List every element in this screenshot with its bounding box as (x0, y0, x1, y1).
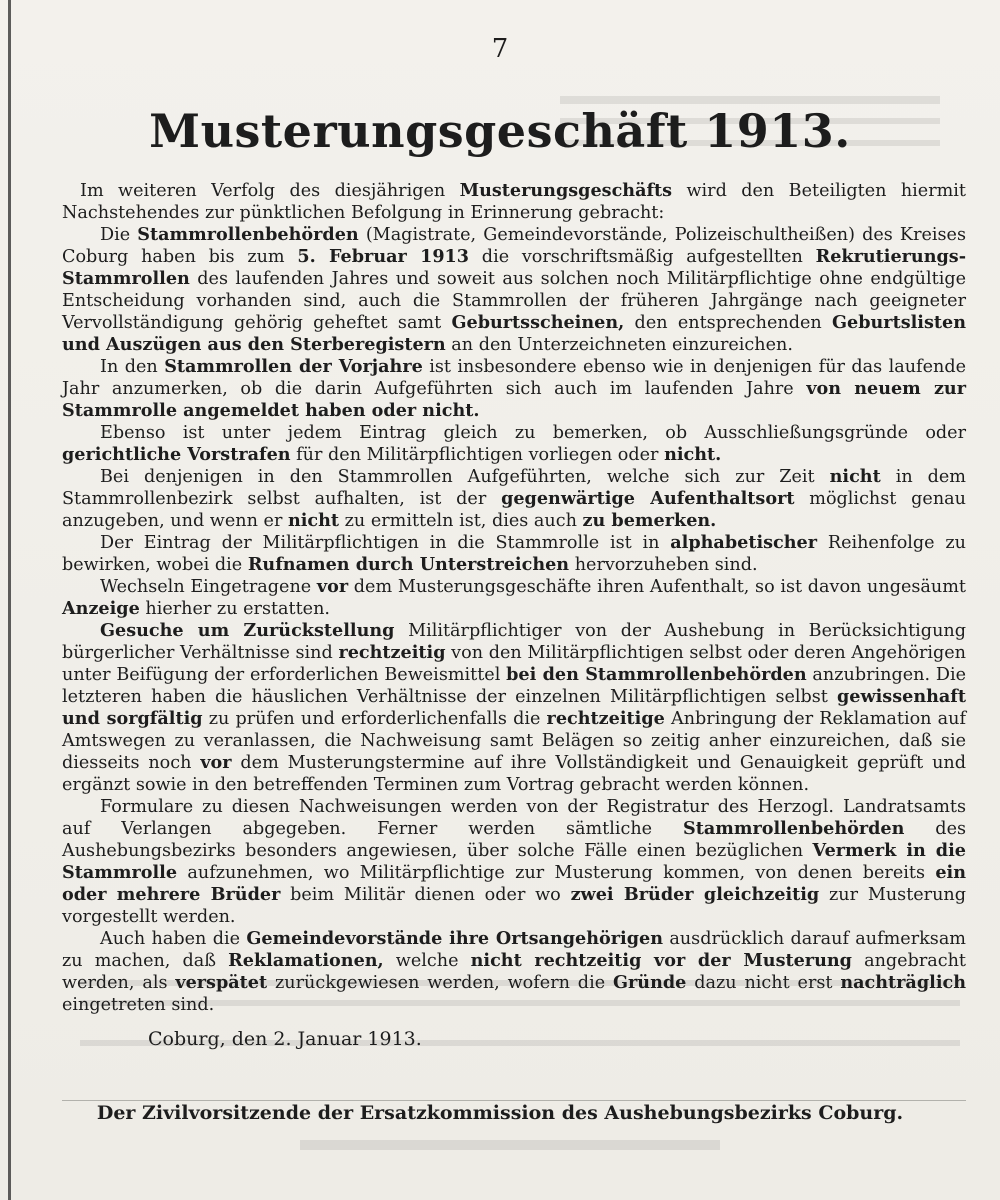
paragraph-intro (62, 180, 966, 224)
paragraph-formulare (62, 796, 966, 928)
text-run: dem Musterungsgeschäfte ihren Aufenthalt, so ist davon ungesäumt (348, 577, 966, 597)
text-run: Auch haben die (100, 929, 247, 949)
emphasis: Anzeige (62, 598, 140, 619)
text-run: (Magistrate, Gemeindevorstände, Polizeischultheißen) des Kreises Coburg haben bis zum (62, 225, 966, 267)
text-run: beim Militär dienen oder wo (280, 885, 571, 905)
text-run: zurückgewiesen werden, wofern die (267, 973, 613, 993)
emphasis: nicht. (664, 444, 722, 465)
text-run: In den (100, 357, 165, 377)
emphasis: Vermerk in die Stammrolle (62, 840, 966, 883)
divider (62, 1100, 966, 1101)
text-run: ausdrücklich darauf aufmerksam zu machen, daß (62, 929, 966, 971)
text-run: in dem Stammrollenbezirk selbst aufhalten, ist der (62, 467, 966, 509)
text-run: hervorzuheben sind. (569, 555, 758, 575)
text-run: die vorschriftsmäßig aufgestellten (469, 247, 816, 267)
emphasis: rechtzeitig (338, 642, 446, 663)
emphasis: Geburtsscheinen, (451, 312, 625, 333)
text-run: von den Militärpflichtigen selbst oder deren Angehörigen unter Beifügung der erforderlichen Beweismittel (62, 643, 966, 685)
text-run: wird den Beteiligten hiermit Nachstehendes zur pünktlichen Befolgung in Erinnerung gebracht: (62, 181, 966, 223)
text-run: möglichst genau anzugeben, und wenn er (62, 489, 966, 531)
signature: Der Zivilvorsitzende der Ersatzkommission des Aushebungsbezirks Coburg. (96, 1102, 904, 1124)
emphasis: ein oder mehrere Brüder (62, 862, 966, 905)
emphasis: Stammrollenbehörden (683, 818, 905, 839)
paragraph-vorjahre (62, 356, 966, 422)
text-run: dem Musterungstermine auf ihre Vollständigkeit und Genauigkeit geprüft und ergänzt sowie in den betreffenden Terminen zum Vortrag gebracht werden können. (62, 753, 966, 795)
paragraph-stammrollen (62, 224, 966, 356)
emphasis: rechtzeitige (546, 708, 665, 729)
emphasis: nachträglich (840, 972, 967, 993)
emphasis: Gesuche um Zurückstellung (100, 620, 395, 641)
text-run: Die (100, 225, 138, 245)
text-run: zu ermitteln ist, dies auch (339, 511, 583, 531)
emphasis: vor (316, 576, 349, 597)
text-run: anzubringen. Die letzteren haben die häuslichen Verhältnisse der einzelnen Militärpflichtigen selbst (62, 665, 966, 707)
body-text (62, 180, 966, 1016)
text-run: Im weiteren Verfolg des diesjährigen (80, 181, 460, 201)
emphasis: zwei Brüder gleichzeitig (570, 884, 820, 905)
emphasis: gewissenhaft und sorgfältig (62, 686, 966, 729)
emphasis: nicht (287, 510, 340, 531)
page-number: 7 (491, 34, 509, 64)
emphasis: Gründe (612, 972, 687, 993)
text-run: Anbringung der Reklamation auf Amtswegen zu veranlassen, die Nachweisung samt Belägen so zeitig anher einzureichen, daß sie diesseits noch (62, 709, 966, 773)
text-run: eingetreten sind. (62, 995, 215, 1015)
page-title: Musterungsgeschäft 1913. (149, 104, 851, 158)
text-run: aufzunehmen, wo Militärpflichtige zur Musterung kommen, von denen bereits (177, 863, 936, 883)
emphasis: Rekrutierungs-Stammrollen (62, 246, 967, 289)
text-run: des Aushebungsbezirks besonders angewiesen, über solche Fälle einen bezüglichen (62, 819, 967, 861)
emphasis: von neuem zur Stammrolle angemeldet haben oder nicht. (62, 378, 966, 421)
text-run: welche (383, 951, 471, 971)
place-date: Coburg, den 2. Januar 1913. (148, 1028, 422, 1050)
emphasis: alphabetischer (670, 532, 818, 553)
text-run: Bei denjenigen in den Stammrollen Aufgeführten, welche sich zur Zeit (100, 467, 830, 487)
text-run: für den Militärpflichtigen vorliegen oder (290, 445, 665, 465)
emphasis: Rufnamen durch Unterstreichen (247, 554, 570, 575)
text-run: zur Musterung vorgestellt werden. (62, 885, 967, 927)
emphasis: gegenwärtige Aufenthaltsort (501, 488, 795, 509)
paragraph-gesuche (62, 620, 966, 796)
paragraph-aufenthaltsort (62, 466, 966, 532)
text-run: zu prüfen und erforderlichenfalls die (202, 709, 547, 729)
paragraph-vorstrafen (62, 422, 966, 466)
paragraph-eintrag (62, 532, 966, 576)
paragraph-anzeige (62, 576, 966, 620)
text-run: des laufenden Jahres und soweit aus solchen noch Militärpflichtige ohne endgültige Entscheidung vorhanden sind, auch die Stammrollen der früheren Jahrgänge nach geeigneter Vervollständigung gehörig geheftet samt (62, 269, 966, 333)
emphasis: Musterungsgeschäfts (459, 180, 673, 201)
emphasis: vor (200, 752, 232, 773)
page-edge (8, 0, 11, 1200)
text-run: Formulare zu diesen Nachweisungen werden von der Registratur des Herzogl. Landratsamts auf Verlangen abgegeben. Ferner werden sämtliche (62, 797, 966, 839)
emphasis: Stammrollen der Vorjahre (164, 356, 423, 377)
text-run: Reihenfolge zu bewirken, wobei die (62, 533, 966, 575)
emphasis: nicht (829, 466, 881, 487)
emphasis: nicht rechtzeitig vor der Musterung (470, 950, 852, 971)
text-run: Wechseln Eingetragene (100, 577, 317, 597)
emphasis: zu bemerken. (582, 510, 717, 531)
text-run: angebracht werden, als (62, 951, 966, 993)
emphasis: Gemeindevorstände ihre Ortsangehörigen (246, 928, 664, 949)
emphasis: Stammrollenbehörden (137, 224, 359, 245)
emphasis: bei den Stammrollenbehörden (506, 664, 807, 685)
emphasis: verspätet (175, 972, 268, 993)
text-run: Militärpflichtiger von der Aushebung in Berücksichtigung bürgerlicher Verhältnisse sind (62, 621, 966, 663)
emphasis: Geburtslisten und Auszügen aus den Sterberegistern (62, 312, 966, 355)
emphasis: Reklamationen, (228, 950, 384, 971)
emphasis: 5. Februar 1913 (297, 246, 470, 267)
text-run: ist insbesondere ebenso wie in denjenigen für das laufende Jahr anzumerken, ob die darin Aufgeführten sich auch im laufenden Jahre (62, 357, 966, 399)
paragraph-reklamationen (62, 928, 966, 1016)
text-run: hierher zu erstatten. (139, 599, 331, 619)
text-run: den entsprechenden (624, 313, 832, 333)
text-run: an den Unterzeichneten einzureichen. (445, 335, 793, 355)
emphasis: gerichtliche Vorstrafen (62, 444, 291, 465)
text-run: Ebenso ist unter jedem Eintrag gleich zu bemerken, ob Ausschließungsgründe oder (100, 423, 966, 443)
text-run: Der Eintrag der Militärpflichtigen in die Stammrolle ist in (100, 533, 671, 553)
text-run: dazu nicht erst (686, 973, 841, 993)
